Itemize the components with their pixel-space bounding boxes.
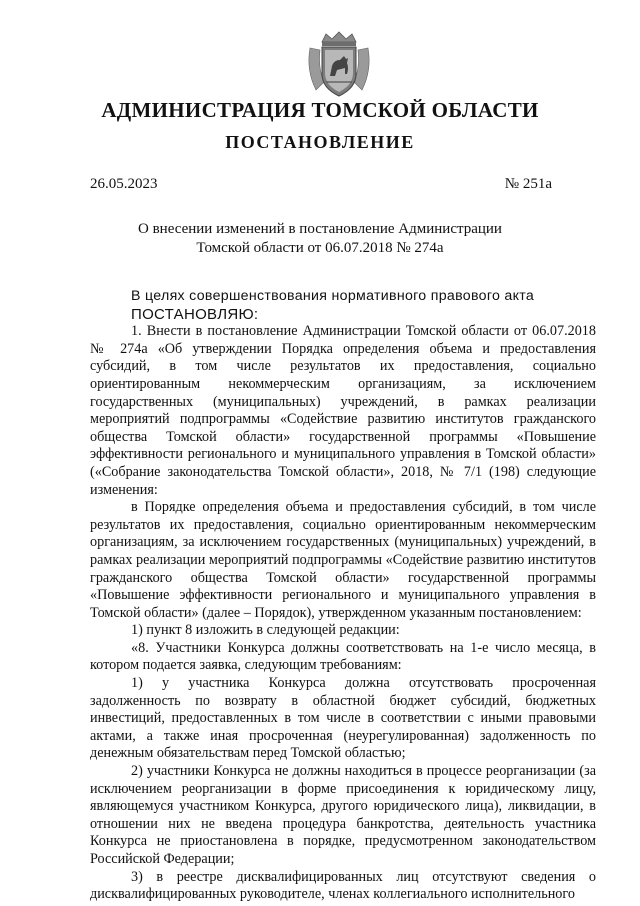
subject-line-1: О внесении изменений в постановление Администрации [138,221,502,237]
paragraph-4: «8. Участники Конкурса должны соответствовать на 1-е число месяца, в котором подается заявка, следующим требованиям: [90,639,596,674]
document-number: № 251а [504,176,552,192]
document-date: 26.05.2023 [90,176,158,192]
paragraph-1: 1. Внести в постановление Администрации Томской области от 06.07.2018 № 274а «Об утверждении Порядка определения объема и предоставления субсидий, в том числе результатов их предоставления, социально ориентированным некоммерческим организациям, за исключением государственных (муниципальных) учреждений, в рамках реализации мероприятий подпрограммы «Содействие развитию институтов гражданского общества Томской области» государственной программы «Повышение эффективности регионального и муниципального управления в Томской области» («Собрание законодательства Томской области», 2018, № 7/1 (198) следующие изменения: [90,323,596,498]
document-type-title: ПОСТАНОВЛЕНИЕ [225,132,415,152]
document-subject [0,220,640,258]
paragraph-7: 3) в реестре дисквалифицированных лиц отсутствуют сведения о дисквалифицированных руководителе, членах коллегиального исполнительного [90,868,596,903]
coat-of-arms-emblem [302,30,376,100]
paragraph-5: 1) у участника Конкурса должна отсутствовать просроченная задолженность по возврату в областной бюджет субсидий, бюджетных инвестиций, предоставленных в том числе в соответствии с иными правовыми актами, а также иная просроченная (неурегулированная) задолженность по денежным обязательствам перед Томской областью; [90,675,596,762]
subject-line-2: Томской области от 06.07.2018 № 274а [196,240,444,256]
decree-word: ПОСТАНОВЛЯЮ: [131,305,259,323]
intro-line: В целях совершенствования нормативного правового акта [131,288,535,304]
document-body [90,288,596,904]
organization-title: АДМИНИСТРАЦИЯ ТОМСКОЙ ОБЛАСТИ [101,98,539,122]
paragraph-3: 1) пункт 8 изложить в следующей редакции: [131,622,400,639]
paragraph-6: 2) участники Конкурса не должны находиться в процессе реорганизации (за исключением реорганизации в форме присоединения к юридическому лицу, являющемуся участником Конкурса, другого юридического лица), ликвидации, в отношении них не введена процедура банкротства, деятельность участника Конкурса не приостановлена в порядке, предусмотренном законодательством Российской Федерации; [90,763,596,867]
paragraph-2: в Порядке определения объема и предоставления субсидий, в том числе результатов их предоставления, социально ориентированным некоммерческим организациям, за исключением государственных (муниципальных) учреждений, в рамках реализации мероприятий подпрограммы «Содействие развитию институтов гражданского общества Томской области» государственной программы «Повышение эффективности регионального и муниципального управления в Томской области» (далее – Порядок), утвержденном указанным постановлением: [90,499,596,621]
